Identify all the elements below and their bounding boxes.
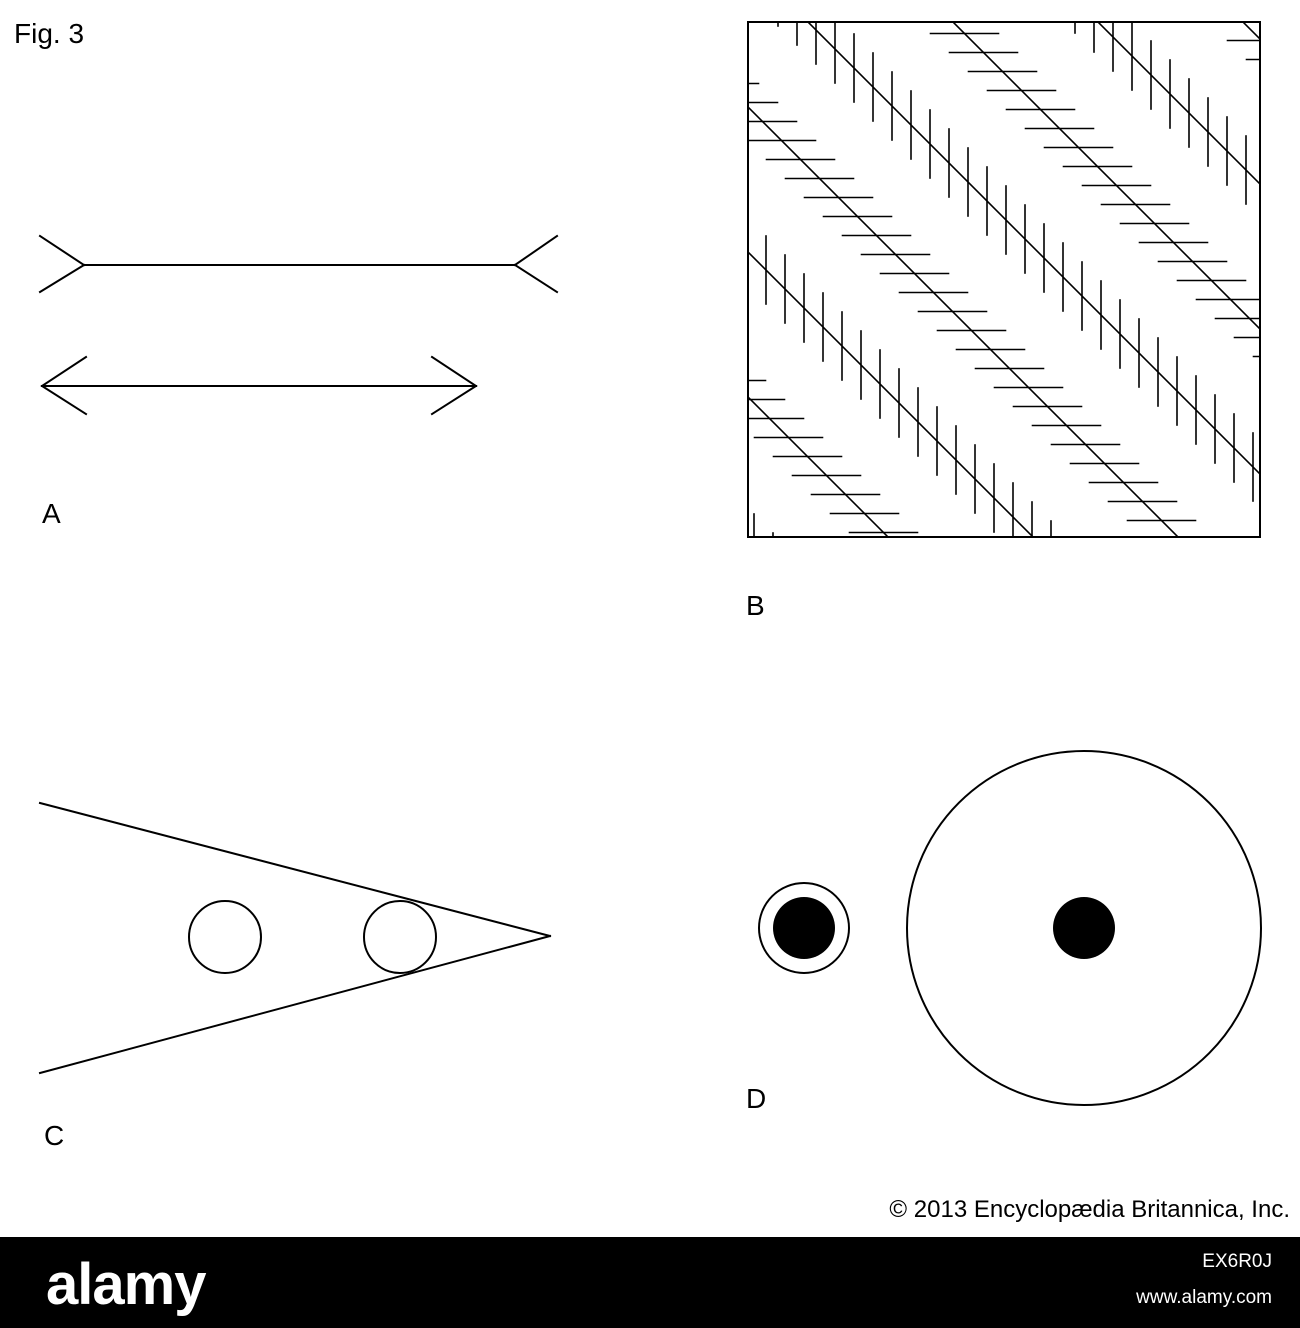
panel-label-a: A	[42, 498, 61, 529]
ml-fin	[515, 236, 557, 265]
panel-a-diagram	[40, 236, 557, 414]
ml-fin	[515, 265, 557, 292]
zollner-diagonal	[728, 0, 1280, 204]
zollner-diagonal	[728, 522, 1280, 1074]
ponzo-lower-line	[40, 936, 550, 1073]
panel-d-diagram	[759, 751, 1261, 1105]
footer-url: www.alamy.com	[1136, 1287, 1272, 1308]
zollner-diagonal	[728, 232, 1280, 784]
panel-label-b: B	[746, 590, 765, 621]
copyright-notice: © 2013 Encyclopædia Britannica, Inc.	[889, 1196, 1290, 1223]
ml-fin	[40, 265, 84, 292]
zollner-diagonal	[728, 0, 1280, 59]
panel-c-diagram	[40, 803, 550, 1073]
ponzo-circle-left	[189, 901, 261, 973]
delboeuf-large-dot	[1053, 897, 1115, 959]
image-id: EX6R0J	[1202, 1251, 1272, 1272]
zollner-diagonal	[728, 87, 1280, 639]
zollner-frame	[748, 22, 1260, 537]
delboeuf-small-dot	[773, 897, 835, 959]
footer-bar	[0, 1237, 1300, 1328]
zollner-diagonal	[728, 377, 1280, 929]
figure-title: Fig. 3	[14, 18, 85, 49]
panel-label-c: C	[44, 1120, 65, 1151]
panel-b-diagram	[679, 0, 1300, 1074]
alamy-logo: alamy	[46, 1252, 206, 1317]
ponzo-circle-right	[364, 901, 436, 973]
ponzo-upper-line	[40, 803, 550, 936]
ml-fin	[40, 236, 84, 265]
panel-label-d: D	[746, 1083, 767, 1114]
